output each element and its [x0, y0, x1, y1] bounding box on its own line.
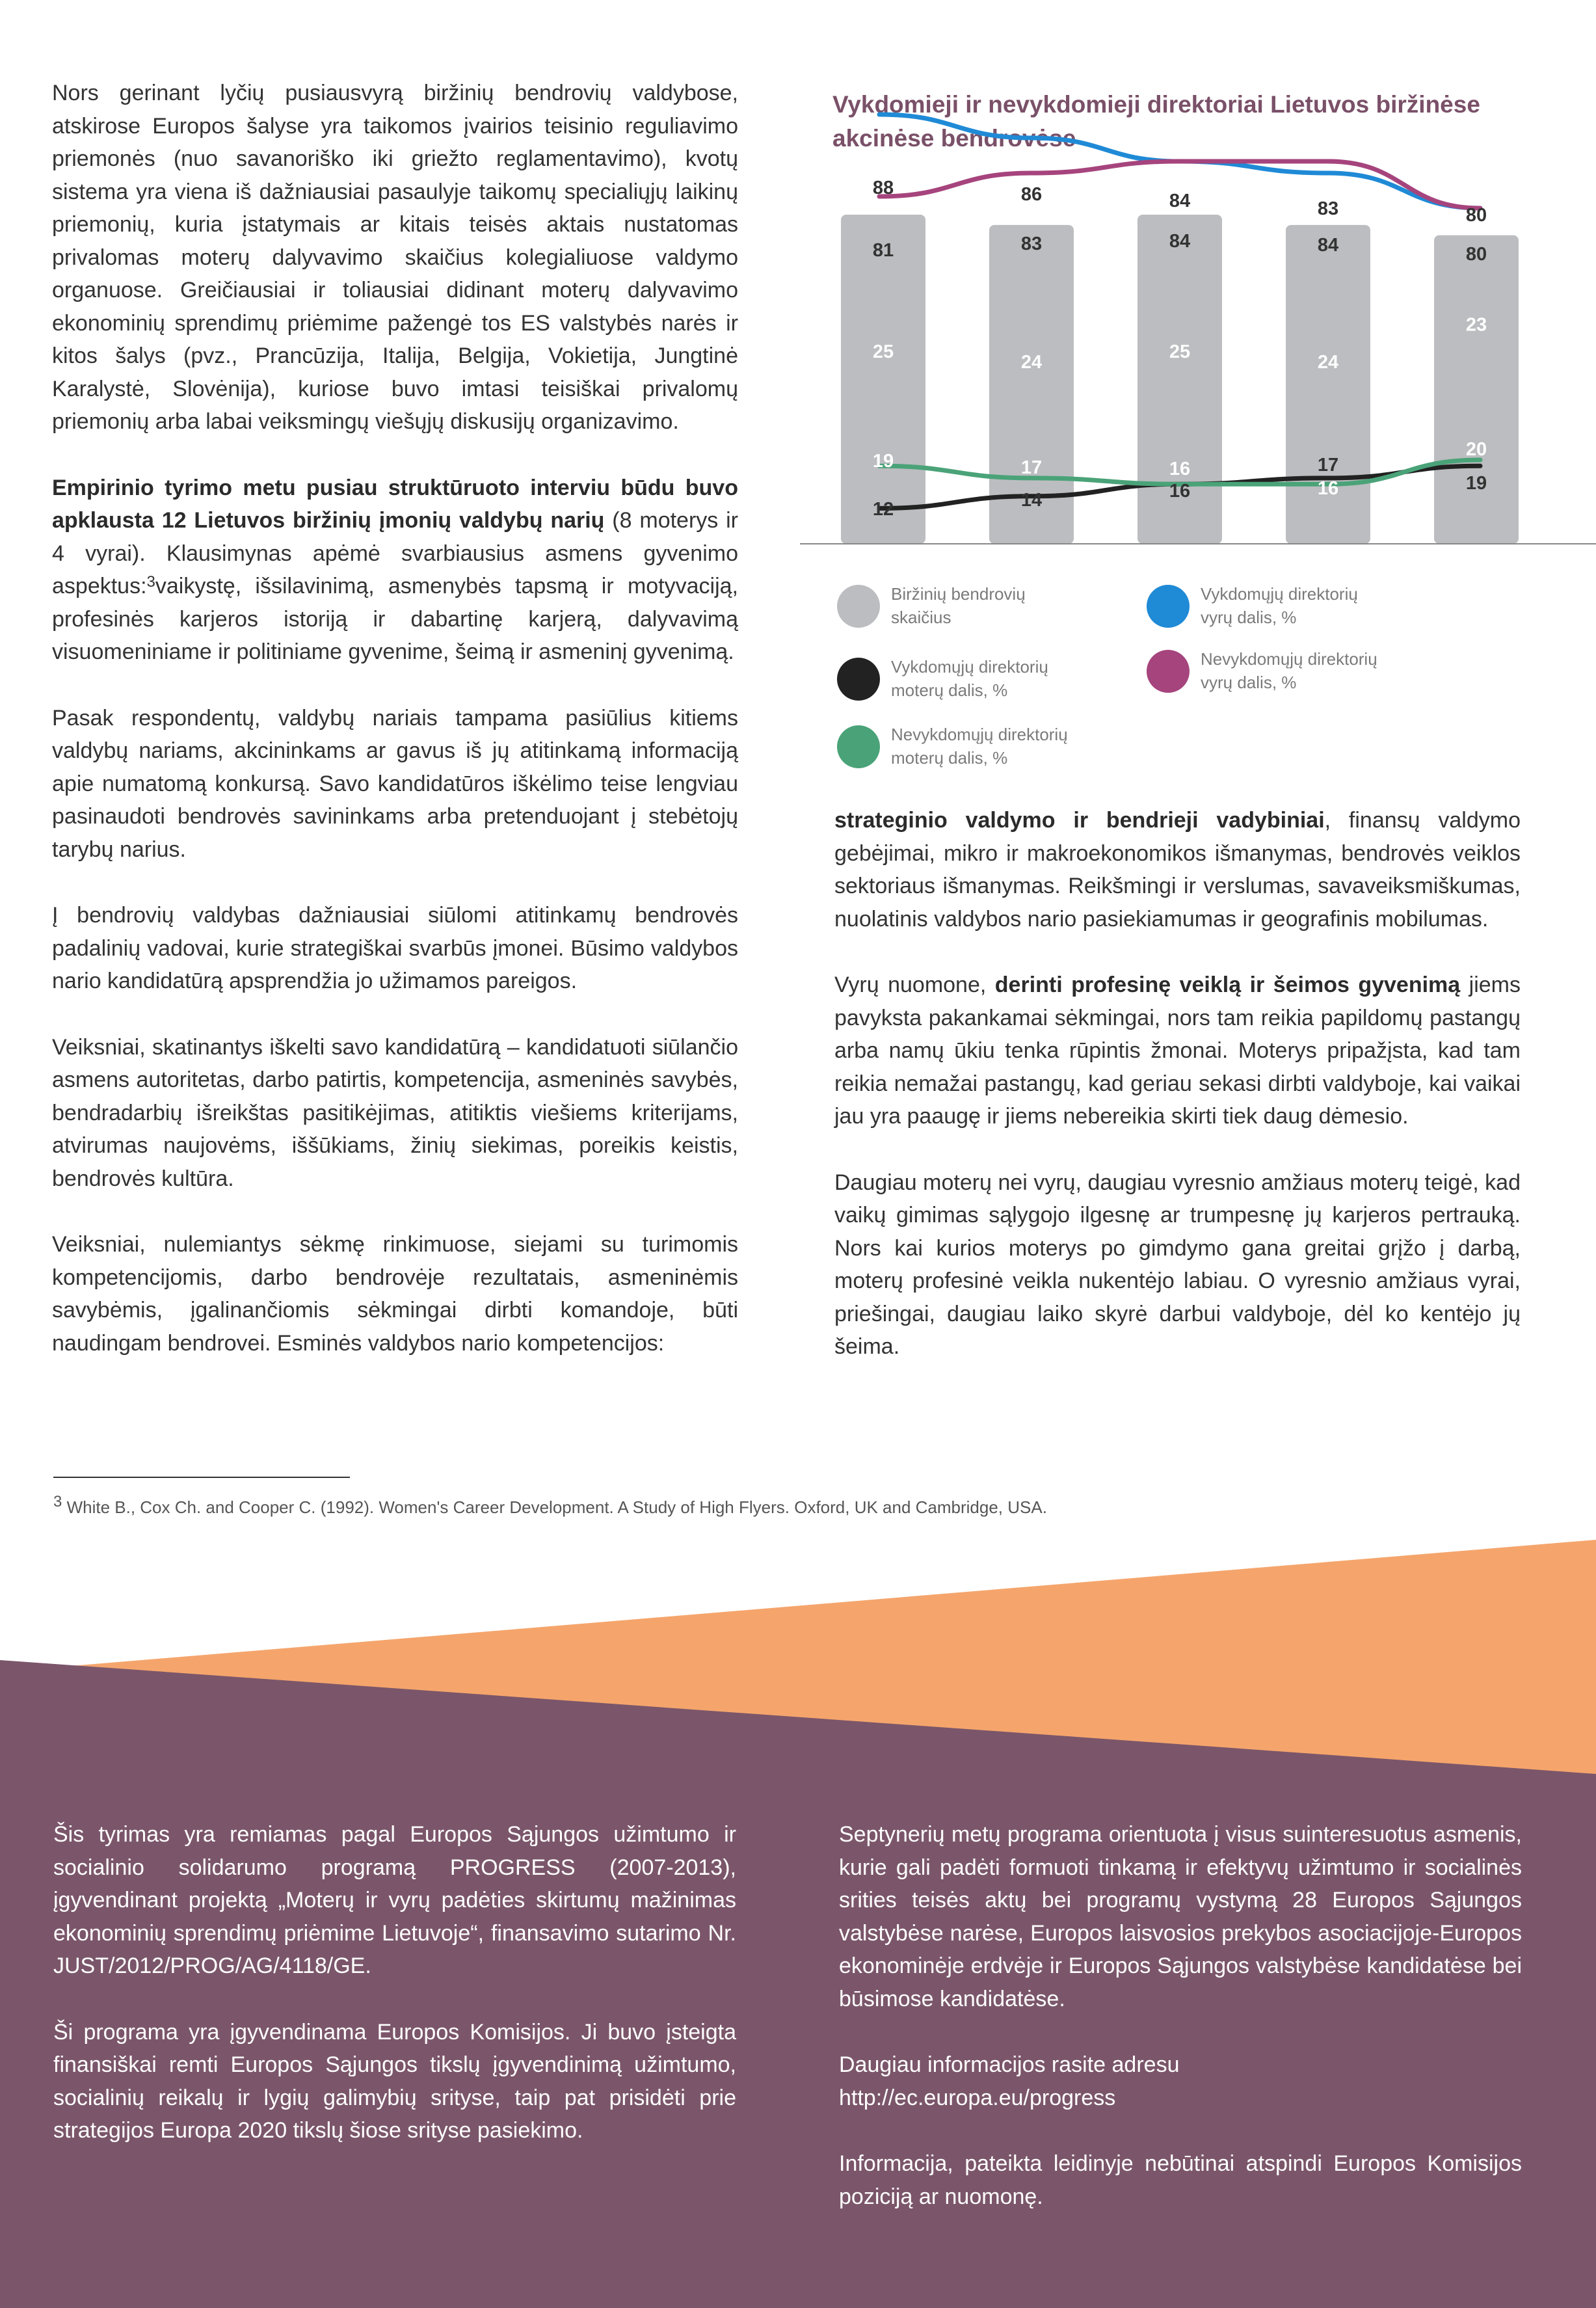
left-paragraph-1: Nors gerinant lyčių pusiausvyrą biržinių bendrovių valdybose, atskirose Europos šalyse yra taikomos įvairios teisinio reguliavimo priemonės (nuo savanoriško iki griežto reglamentavimo), kvotų sistema yra viena iš dažniausiai pasaulyje taikomų specialiųjų laikinų priemonių, kuria įstatymais ar kitais teisės aktais nustatomas privalomas moterų dalyvavimo skaičius kolegialiuose valdymo organuose. Greičiausiai ir toliausiai didinant moterų dalyvavimo ekonominių sprendimų priėmime pažengė tos ES valstybės narės ir kitos šalys (pvz., Prancūzija, Italija, Belgija, Vokietija, Jungtinė Karalystė, Slovėnija), kuriose buvo imtasi teisiškai privalomų priemonių arba labai veiksmingų viešųjų diskusijų organizavimo. [52, 81, 738, 434]
right-column [834, 804, 1521, 1397]
legend-swatch-4 [837, 725, 880, 768]
left-paragraph-5: Veiksniai, skatinantys iškelti savo kandidatūrą – kandidatuoti siūlančio asmens autoritetas, darbo patirtis, kompetencija, asmeninės savybės, bendradarbių išreikštas pasitikėjimas, atitiktis viešiems kriterijams, atvirumas naujovėms, iššūkiams, žinių siekimas, poreikis keistis, bendrovės kultūra. [52, 1034, 738, 1191]
label-women-exec-2: 16 [1169, 481, 1191, 502]
label-women-nonexec-2: 16 [1169, 459, 1191, 479]
footer-info-text: Daugiau informacijos rasite adresu [839, 2052, 1180, 2077]
label-men-exec-2: 84 [1169, 191, 1191, 211]
label-men-exec-1: 86 [1020, 184, 1043, 205]
legend-swatch-3 [1147, 650, 1190, 693]
label-women-nonexec-3: 16 [1317, 478, 1339, 499]
legend-label-2: Vykdomųjų direktorių moterų dalis, % [891, 657, 1048, 700]
label-men-nonexec-2: 84 [1169, 231, 1191, 252]
footnote-text: White B., Cox Ch. and Cooper C. (1992). Women's Career Development. A Study of High Flyers. Oxford, UK and Cambridge, USA. [62, 1497, 1047, 1517]
right-paragraph-1 [834, 804, 1521, 935]
chart-title: Vykdomieji ir nevykdomieji direktoriai Lietuvos biržinėse akcinėse bendrovėse [832, 91, 1480, 152]
footer-right-paragraph-1: Septynerių metų programa orientuota į visus suinteresuotus asmenis, kurie gali padėti formuoti tinkamą ir efektyvų užimtumo ir socialinės srities teisės aktų bei programų vystymą 28 Europos Sąjungos valstybėse narėse, Europos laisvosios prekybos asociacijoje-Europos ekonominėje erdvėje ir Europos Sąjungos valstybėse kandidatėse bei būsimose kandidatėse. [839, 1822, 1522, 2011]
label-women-nonexec-4: 20 [1465, 439, 1487, 460]
footer-left-column [53, 1818, 736, 2181]
bar-label-0: 25 [872, 342, 894, 362]
left-paragraph-2-text-a: (8 moterys ir 4 vyrai). Klausimynas apėmė svarbiausius asmens gyvenimo aspektus: [52, 508, 739, 598]
label-men-exec-4: 80 [1465, 205, 1487, 226]
label-men-exec-3: 83 [1317, 198, 1339, 219]
label-men-nonexec-1: 83 [1020, 234, 1043, 254]
right-paragraph-2-bold: derinti profesinę veiklą ir šeimos gyvenimą [994, 973, 1461, 997]
chart [0, 0, 1596, 800]
left-paragraph-4: Į bendrovių valdybas dažniausiai siūlomi atitinkamų bendrovės padalinių vadovai, kurie strategiškai svarbūs įmonei. Būsimo valdybos nario kandidatūrą apsprendžia jo užimamos pareigos. [52, 903, 738, 993]
footer-right-paragraph-2 [839, 2048, 1522, 2114]
footer-left-paragraph-2: Ši programa yra įgyvendinama Europos Komisijos. Ji buvo įsteigta finansiškai remti Europos Sąjungos tikslų įgyvendinimą užimtumo, socialinių reikalų ir lygių galimybių srityse, taip pat prisidėti prie strategijos Europa 2020 tikslų šiose srityse pasiekimo. [53, 2019, 736, 2143]
right-paragraph-1-bold: strateginio valdymo ir bendrieji vadybiniai [834, 808, 1325, 833]
bar-label-3: 24 [1317, 351, 1339, 373]
legend-swatch-1 [1147, 585, 1190, 628]
left-paragraph-3: Pasak respondentų, valdybų nariais tampama pasiūlius kitiems valdybų nariams, akcininkams ar gavus iš jų atitinkamą informaciją apie numatomą konkursą. Savo kandidatūros iškėlimo teise lengviau pasinaudoti bendrovės savininkams arba pretenduojant į stebėtojų tarybų narius. [52, 705, 738, 862]
label-women-nonexec-1: 17 [1020, 457, 1043, 478]
right-paragraph-2-text-a: Vyrų nuomone, [834, 973, 995, 997]
footnote-number: 3 [53, 1493, 62, 1510]
bar-label-4: 23 [1465, 314, 1487, 336]
footnote [53, 1493, 1484, 1518]
label-men-nonexec-0: 81 [872, 240, 894, 261]
footer-right-paragraph-3: Informacija, pateikta leidinyje nebūtinai atspindi Europos Komisijos poziciją ar nuomonę. [839, 2151, 1522, 2209]
legend-label-0: Biržinių bendrovių skaičius [891, 584, 1026, 627]
label-women-nonexec-0: 19 [872, 451, 894, 472]
bar-label-1: 24 [1020, 351, 1043, 373]
label-women-exec-0: 12 [872, 499, 894, 520]
left-paragraph-2-bold: Empirinio tyrimo metu pusiau struktūruoto interviu būdu buvo apklausta 12 Lietuvos biržinių įmonių valdybų narių [52, 475, 738, 533]
label-women-exec-4: 19 [1465, 473, 1487, 494]
label-women-exec-1: 14 [1020, 490, 1043, 511]
left-paragraph-2-text-b: vaikystę, išsilavinimą, asmenybės tapsmą ir motyvaciją, profesinės karjeros istoriją ir dabartinę karjerą, dalyvavimą visuomeniniame ir politiniame gyvenime, šeimą ir asmeninį gyvenimą. [52, 574, 738, 664]
label-men-nonexec-4: 80 [1465, 244, 1487, 265]
right-paragraph-1-text: , finansų valdymo gebėjimai, mikro ir makroekonomikos išmanymas, bendrovės veiklos sektoriaus išmanymas. Reikšmingi ir verslumas, savaveiksmiškumas, nuolatinis valdybos nario pasiekiamumas ir geografinis mobilumas. [834, 808, 1521, 932]
footnote-rule [53, 1477, 350, 1478]
legend-label-3: Nevykdomųjų direktorių vyrų dalis, % [1201, 649, 1377, 692]
footnote-ref[interactable]: 3 [146, 573, 155, 591]
label-men-nonexec-3: 84 [1317, 235, 1339, 256]
bar-4 [1434, 235, 1519, 544]
left-paragraph-6: Veiksniai, nulemiantys sėkmę rinkimuose, siejami su turimomis kompetencijomis, darbo bendrovėje rezultatais, asmeninėmis savybėmis, įgalinančiomis sėkmingai dirbti komandoje, būti naudingam bendrovei. Esminės valdybos nario kompetencijos: [52, 1232, 738, 1356]
legend-swatch-0 [837, 585, 880, 628]
bar-0 [841, 215, 925, 544]
right-paragraph-2 [834, 969, 1521, 1133]
label-women-exec-3: 17 [1317, 455, 1339, 476]
right-paragraph-2-text-b: jiems pavyksta pakankamai sėkmingai, nors tam reikia papildomų pastangų arba namų ūkiu tenka rūpintis žmonai. Moterys pripažįsta, kad tam reikia nemažai pastangų, kad geriau sekasi dirbti valdyboje, kai vaikai jau yra paaugę ir jiems nebereikia skirti tiek daug dėmesio. [834, 973, 1521, 1129]
footer-right-column [839, 1818, 1522, 2246]
right-paragraph-3: Daugiau moterų nei vyrų, daugiau vyresnio amžiaus moterų teigė, kad vaikų gimimas sąlygojo ilgesnę ar trumpesnę jų karjeros pertrauką. Nors kai kurios moterys po gimdymo gana greitai grįžo į darbą, moterų profesinė veikla nukentėjo labiau. O vyresnio amžiaus vyrai, priešingai, daugiau laiko skyrė darbui valdyboje, dėl ko kentėjo jų šeima. [834, 1170, 1521, 1359]
legend [837, 584, 1377, 768]
legend-label-4: Nevykdomųjų direktorių moterų dalis, % [891, 725, 1068, 768]
label-men-exec-0: 88 [872, 178, 894, 198]
footer-url-link[interactable]: http://ec.europa.eu/progress [839, 2085, 1116, 2110]
legend-swatch-2 [837, 658, 880, 701]
footer-left-paragraph-1: Šis tyrimas yra remiamas pagal Europos Sąjungos užimtumo ir socialinio solidarumo programą PROGRESS (2007-2013), įgyvendinant projektą „Moterų ir vyrų padėties skirtumų mažinimas ekonominių sprendimų priėmime Lietuvoje“, finansavimo sutarimo Nr. JUST/2012/PROG/AG/4118/GE. [53, 1822, 736, 1978]
legend-label-1: Vykdomųjų direktorių vyrų dalis, % [1201, 584, 1358, 627]
bar-label-2: 25 [1169, 342, 1191, 362]
